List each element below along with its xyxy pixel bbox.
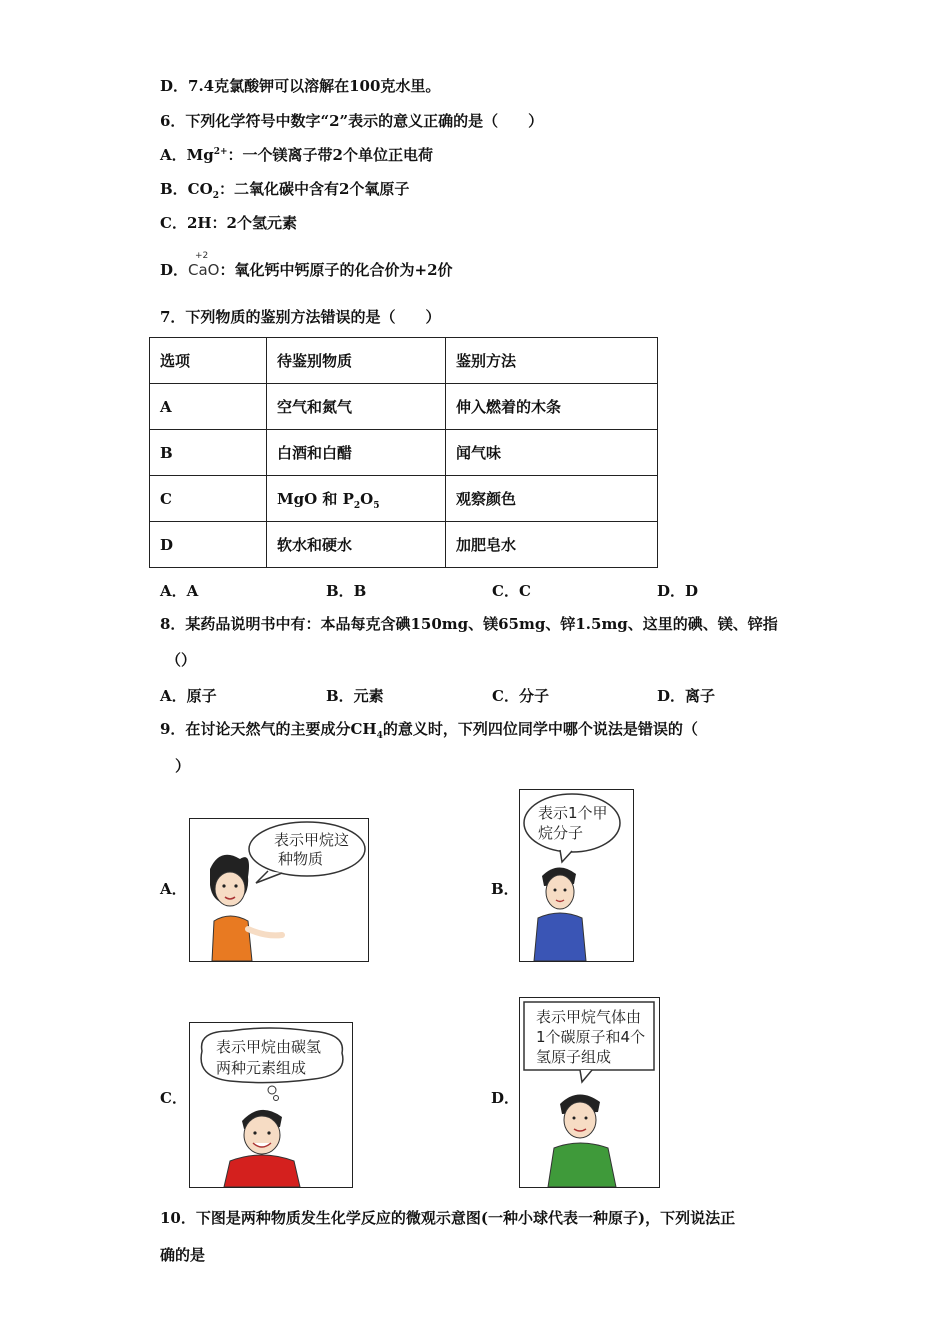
q8-choice-c[interactable]: C．分子 [492, 687, 549, 705]
q6-option-d [160, 251, 453, 280]
q10-stem-line2: 确的是 [160, 1246, 206, 1264]
bubble-a-line1: 表示甲烷这 [274, 831, 350, 849]
q7-c-substances: MgO 和 $P_2O_5$ [277, 490, 380, 511]
q7-table-row [150, 522, 658, 568]
q7-table-row [150, 430, 658, 476]
q9-label-c[interactable]: C． [160, 1089, 187, 1107]
q6-b-rest: ：二氧化碳中含有2个氧原子 [218, 180, 410, 198]
q7-cell: 闻气味 [446, 430, 658, 476]
q7-cell: 空气和氮气 [267, 384, 446, 430]
q6-option-b [160, 179, 409, 199]
q6-stem: 6．下列化学符号中数字“2”表示的意义正确的是（ ） [160, 112, 544, 130]
q9-stem-sub: 4 [376, 731, 383, 741]
q6-d-prefix: D． [160, 261, 189, 279]
girl-illustration [190, 819, 368, 961]
face-icon [546, 875, 574, 909]
speech-bubble-b [524, 794, 620, 852]
q10-stem-line1: 10．下图是两种物质发生化学反应的微观示意图(一种小球代表一种原子)，下列说法正 [160, 1209, 736, 1227]
q8-choice-a[interactable]: A．原子 [160, 687, 217, 705]
speech-bubble-tail [256, 871, 282, 883]
bubble-d-line2: 1个碳原子和4个 [536, 1028, 646, 1046]
shirt-icon [548, 1143, 616, 1187]
q9-stem-rest: 的意义时，下列四位同学中哪个说法是错误的（ [382, 720, 698, 738]
bubble-b-line2: 烷分子 [538, 824, 584, 842]
q6-a-sup: 2+ [213, 147, 228, 157]
q6-d-formula: CaO [188, 261, 220, 279]
q7-choice-b[interactable]: B．B [326, 582, 367, 600]
q9-label-a[interactable]: A． [160, 880, 187, 898]
q6-a-prefix: A．Mg [160, 146, 214, 164]
q7-stem: 7．下列物质的鉴别方法错误的是（ ） [160, 308, 441, 326]
q9-panel-d[interactable] [519, 997, 660, 1188]
shirt-icon [534, 913, 586, 961]
q7-choice-c[interactable]: C．C [492, 582, 531, 600]
q7-header-cell: 待鉴别物质 [267, 338, 446, 384]
bubble-b-line1: 表示1个甲 [538, 804, 608, 822]
boy-c-illustration [190, 1023, 352, 1187]
shirt-icon [224, 1155, 300, 1187]
q7-cell: A [150, 384, 267, 430]
q7-cell: 白酒和白醋 [267, 430, 446, 476]
q7-header-cell: 选项 [150, 338, 267, 384]
q6-d-formula-wrap [188, 251, 220, 280]
face-icon [564, 1102, 596, 1138]
q9-panel-c[interactable] [189, 1022, 353, 1188]
bubble-d-line1: 表示甲烷气体由 [536, 1008, 642, 1026]
q7-choice-d[interactable]: D．D [657, 582, 699, 600]
q9-panel-a[interactable] [189, 818, 369, 962]
q7-table-row [150, 384, 658, 430]
q7-cell: 观察颜色 [446, 476, 658, 522]
face-icon [215, 872, 245, 906]
q7-table [149, 337, 658, 568]
q6-option-c: C．2H：2个氢元素 [160, 214, 297, 232]
q9-panel-b[interactable] [519, 789, 634, 962]
q6-d-rest: ：氧化钙中钙原子的化合价为+2价 [219, 261, 453, 279]
q7-cell: 加肥皂水 [446, 522, 658, 568]
q7-cell: C [150, 476, 267, 522]
shirt-icon [212, 916, 252, 961]
bubble-d-line3: 氢原子组成 [536, 1048, 612, 1066]
boy-d-illustration [520, 998, 659, 1187]
q7-cell: D [150, 522, 267, 568]
q6-b-sub: 2 [212, 191, 219, 201]
q9-label-b[interactable]: B． [491, 880, 519, 898]
boy-b-illustration [520, 790, 633, 961]
q8-choice-b[interactable]: B．元素 [326, 687, 384, 705]
face-icon [244, 1116, 280, 1154]
q5-option-d: D．7.4克氯酸钾可以溶解在100克水里。 [160, 77, 441, 95]
q8-stem-line2: （） [166, 651, 197, 669]
q6-b-prefix: B．CO [160, 180, 213, 198]
q8-stem-line1: 8．某药品说明书中有：本品每克含碘150mg、镁65mg、锌1.5mg、这里的碘、镁、锌指 [160, 615, 778, 633]
q9-stem-line1 [160, 719, 698, 739]
bubble-c-line2: 两种元素组成 [216, 1059, 307, 1077]
q7-cell-formula [267, 476, 446, 522]
q9-stem-prefix: 9．在讨论天然气的主要成分CH [160, 720, 377, 738]
q6-d-valence: +2 [195, 251, 209, 261]
q7-cell: 软水和硬水 [267, 522, 446, 568]
bubble-a-line2: 种物质 [278, 850, 324, 868]
q6-option-a [160, 145, 433, 165]
q9-label-d[interactable]: D． [491, 1089, 520, 1107]
q7-cell: 伸入燃着的木条 [446, 384, 658, 430]
q9-stem-line2: ） [175, 757, 191, 775]
q7-choice-a[interactable]: A．A [160, 582, 199, 600]
q6-a-rest: ：一个镁离子带2个单位正电荷 [227, 146, 433, 164]
q7-header-row [150, 338, 658, 384]
q7-table-row [150, 476, 658, 522]
q8-choice-d[interactable]: D．离子 [657, 687, 716, 705]
bubble-c-line1: 表示甲烷由碳氢 [216, 1038, 322, 1056]
q7-header-cell: 鉴别方法 [446, 338, 658, 384]
q7-cell: B [150, 430, 267, 476]
